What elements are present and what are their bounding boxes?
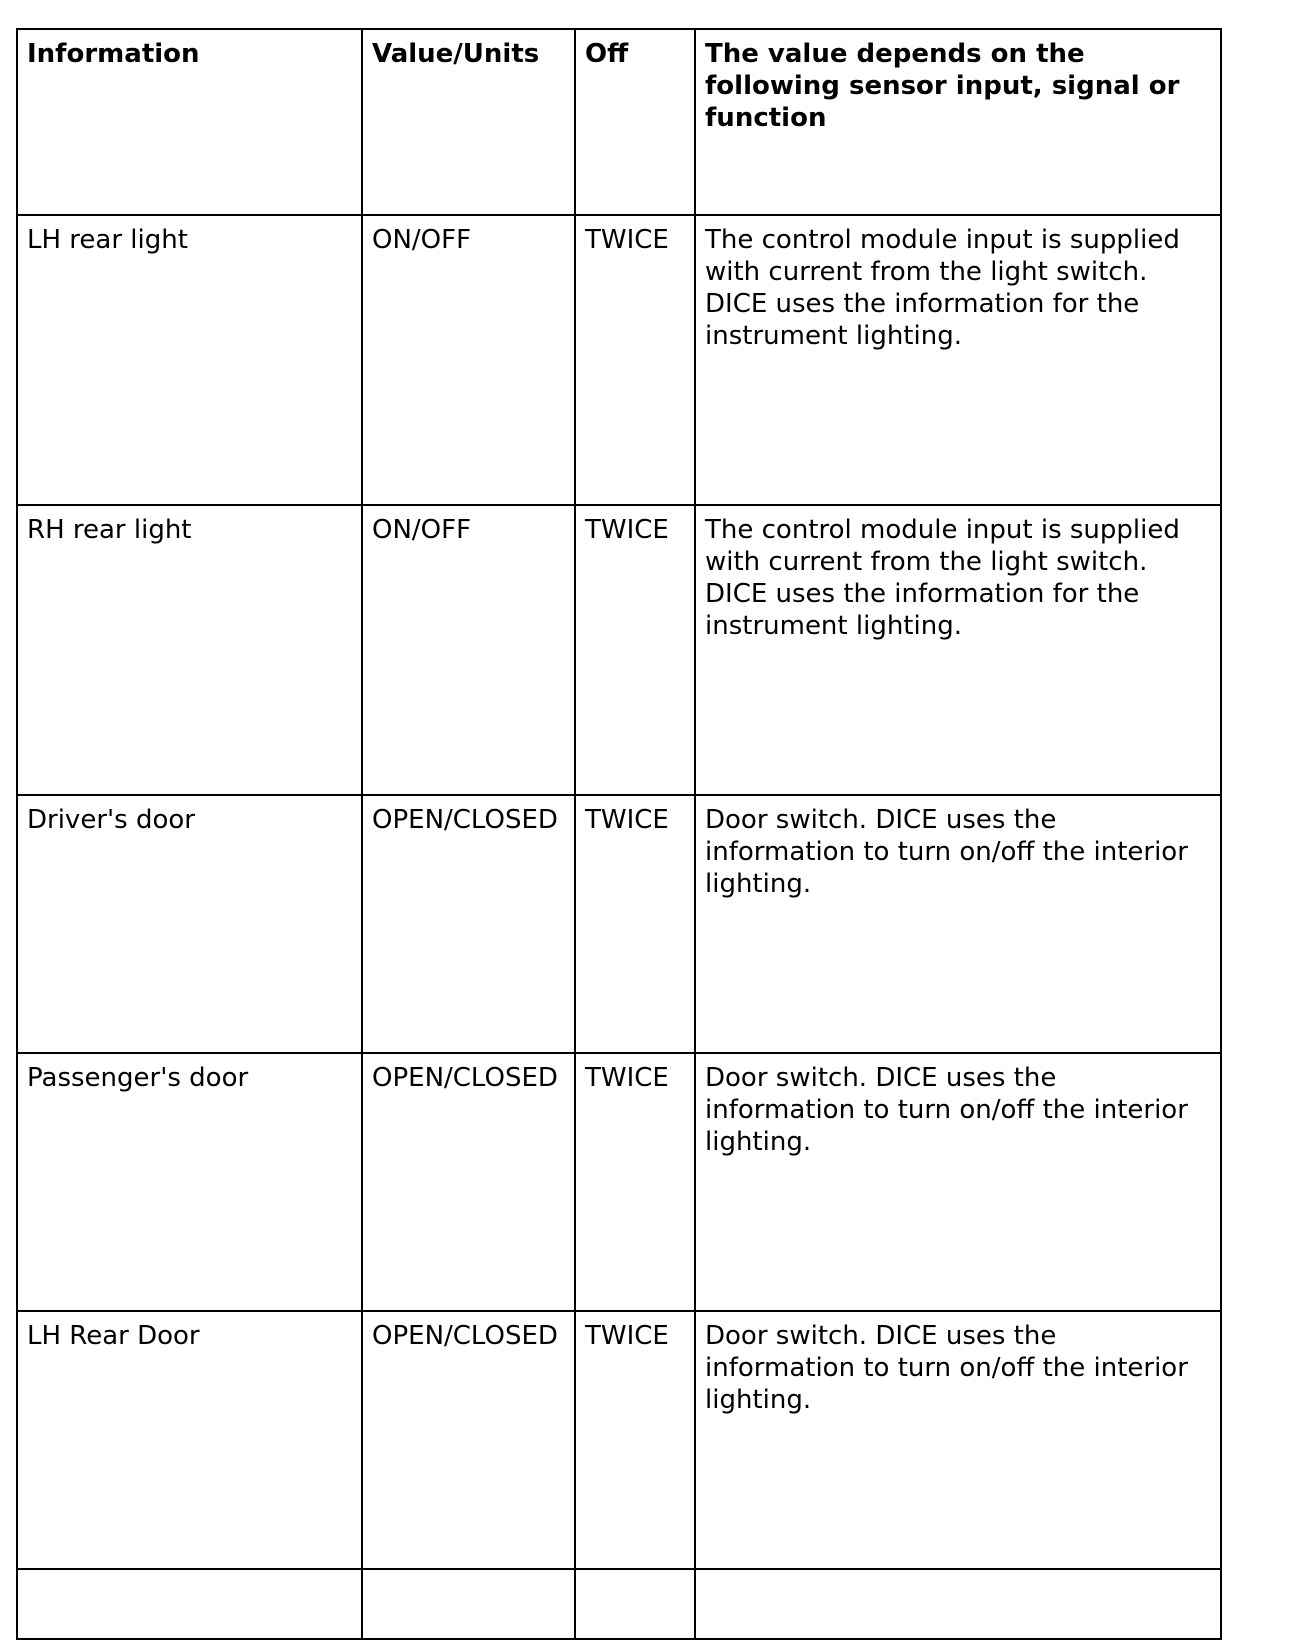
cell-value-units: OPEN/CLOSED (362, 795, 575, 1053)
cell-value-units: ON/OFF (362, 215, 575, 505)
header-off: Off (575, 29, 695, 215)
table-body (17, 215, 1221, 1639)
cell-description: The control module input is supplied with current from the light switch. DICE uses the information for the instrument lighting. (695, 505, 1221, 795)
cell-description: Door switch. DICE uses the information to turn on/off the interior lighting. (695, 1053, 1221, 1311)
cell-description: Door switch. DICE uses the information to turn on/off the interior lighting. (695, 1311, 1221, 1569)
header-value-units: Value/Units (362, 29, 575, 215)
cell-off: TWICE (575, 215, 695, 505)
cell-information: Passenger's door (17, 1053, 362, 1311)
header-information: Information (17, 29, 362, 215)
cell-information: LH rear light (17, 215, 362, 505)
cell-value-units: OPEN/CLOSED (362, 1311, 575, 1569)
table-row (17, 505, 1221, 795)
cell-value-units: OPEN/CLOSED (362, 1053, 575, 1311)
information-table (16, 28, 1222, 1640)
cell-off: TWICE (575, 1053, 695, 1311)
cell-empty (575, 1569, 695, 1639)
cell-information: RH rear light (17, 505, 362, 795)
cell-information: LH Rear Door (17, 1311, 362, 1569)
table-row (17, 795, 1221, 1053)
table-row-partial (17, 1569, 1221, 1639)
header-row (17, 29, 1221, 215)
cell-description: The control module input is supplied with current from the light switch. DICE uses the information for the instrument lighting. (695, 215, 1221, 505)
table-header (17, 29, 1221, 215)
cell-value-units: ON/OFF (362, 505, 575, 795)
table-row (17, 1311, 1221, 1569)
cell-empty (17, 1569, 362, 1639)
cell-empty (362, 1569, 575, 1639)
table-row (17, 215, 1221, 505)
cell-description: Door switch. DICE uses the information to turn on/off the interior lighting. (695, 795, 1221, 1053)
cell-off: TWICE (575, 1311, 695, 1569)
cell-empty (695, 1569, 1221, 1639)
cell-off: TWICE (575, 795, 695, 1053)
table-row (17, 1053, 1221, 1311)
header-description: The value depends on the following sensor input, signal or function (695, 29, 1221, 215)
cell-off: TWICE (575, 505, 695, 795)
cell-information: Driver's door (17, 795, 362, 1053)
